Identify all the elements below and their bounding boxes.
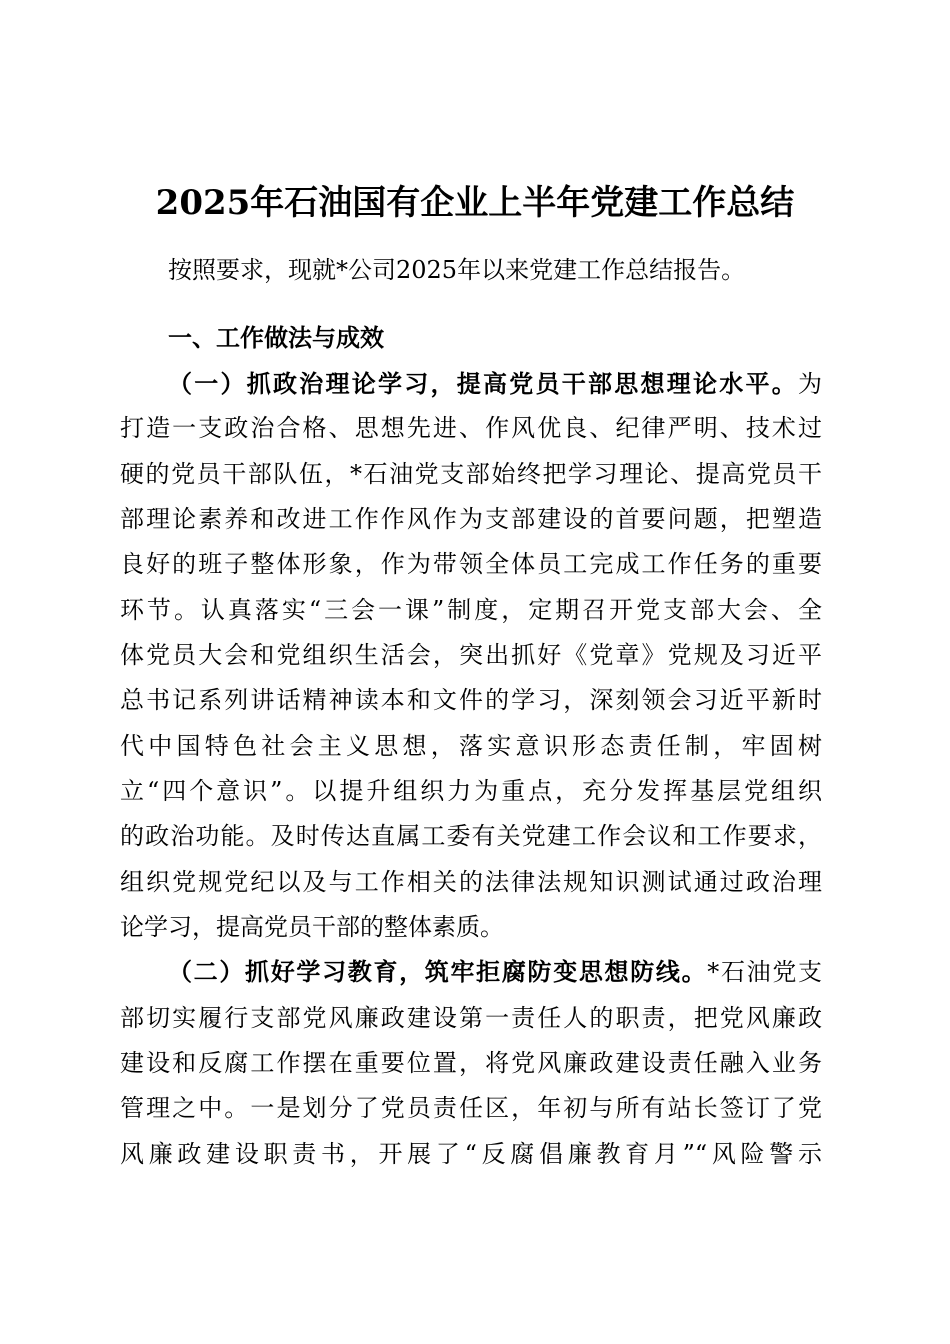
paragraph-1-subhead: （一）抓政治理论学习，提高党员干部思想理论水平。 xyxy=(168,369,798,398)
paragraph-line: 部理论素养和改进工作作风作为支部建设的首要问题，把塑造 xyxy=(120,505,822,533)
paragraph-2-subhead: （二）抓好学习教育，筑牢拒腐防变思想防线。 xyxy=(168,957,708,986)
paragraph-line: 总书记系列讲话精神读本和文件的学习，深刻领会习近平新时 xyxy=(120,686,822,714)
paragraph-line: 建设和反腐工作摆在重要位置，将党风廉政建设责任融入业务 xyxy=(120,1049,822,1077)
intro-paragraph: 按照要求，现就*公司2025年以来党建工作总结报告。 xyxy=(168,256,746,284)
paragraph-1-line-start: 为 xyxy=(798,370,822,398)
section-heading: 一、工作做法与成效 xyxy=(168,324,384,352)
paragraph-line: 体党员大会和党组织生活会，突出抓好《党章》党规及习近平 xyxy=(120,641,822,669)
paragraph-2-line-start: *石油党支 xyxy=(707,958,823,986)
paragraph-line: 部切实履行支部党风廉政建设第一责任人的职责，把党风廉政 xyxy=(120,1004,822,1032)
paragraph-line: 组织党规党纪以及与工作相关的法律法规知识测试通过政治理 xyxy=(120,868,822,896)
document-title: 2025年石油国有企业上半年党建工作总结 xyxy=(155,183,795,223)
paragraph-line: 环节。认真落实“三会一课”制度，定期召开党支部大会、全 xyxy=(120,596,822,624)
paragraph-line: 硬的党员干部队伍，*石油党支部始终把学习理论、提高党员干 xyxy=(120,460,822,488)
paragraph-line: 代中国特色社会主义思想，落实意识形态责任制，牢固树 xyxy=(120,732,822,760)
paragraph-line: 打造一支政治合格、思想先进、作风优良、纪律严明、技术过 xyxy=(120,414,822,442)
paragraph-line: 风廉政建设职责书，开展了“反腐倡廉教育月”“风险警示 xyxy=(120,1140,822,1168)
paragraph-2-first-line xyxy=(168,956,822,988)
paragraph-line: 良好的班子整体形象，作为带领全体员工完成工作任务的重要 xyxy=(120,550,822,578)
paragraph-1-first-line xyxy=(168,368,822,400)
paragraph-line: 管理之中。一是划分了党员责任区，年初与所有站长签订了党 xyxy=(120,1094,822,1122)
paragraph-line: 的政治功能。及时传达直属工委有关党建工作会议和工作要求， xyxy=(120,822,822,850)
paragraph-line: 立“四个意识”。以提升组织力为重点，充分发挥基层党组织 xyxy=(120,777,822,805)
paragraph-line: 论学习，提高党员干部的整体素质。 xyxy=(120,913,504,941)
